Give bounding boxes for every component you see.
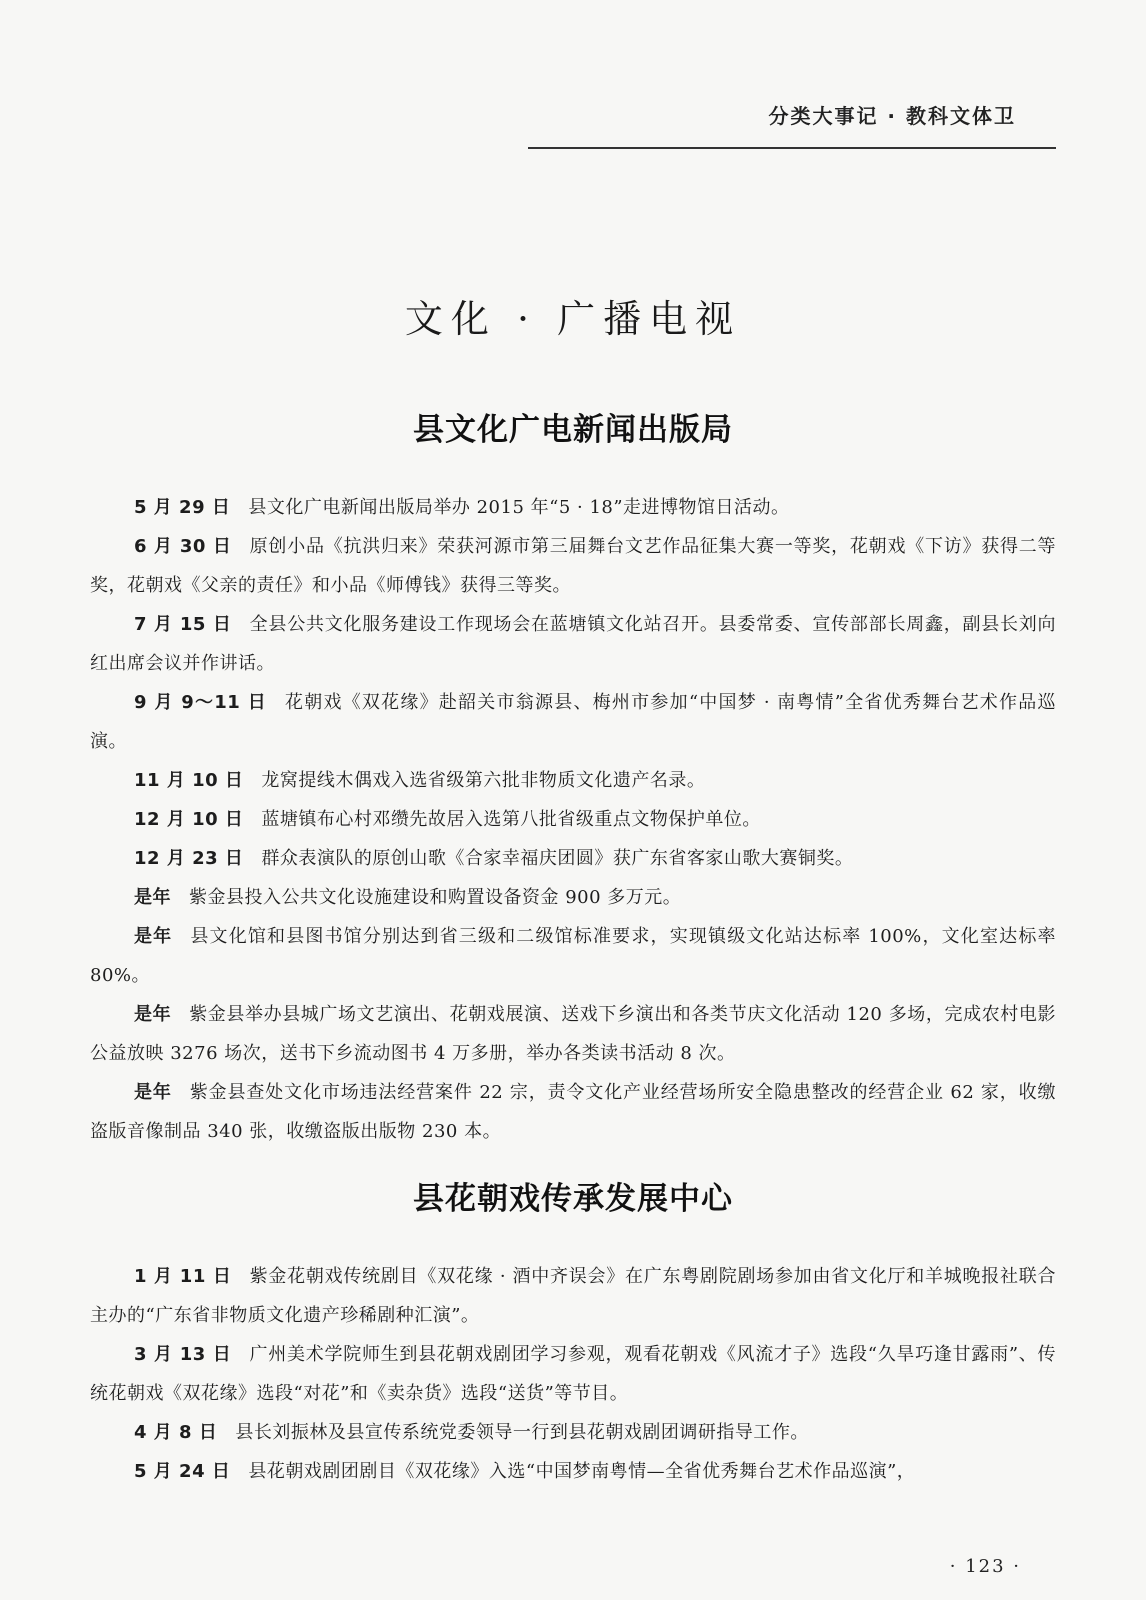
entry-text: 广州美术学院师生到县花朝戏剧团学习参观，观看花朝戏《风流才子》选段“久旱巧逢甘露雨”、传统花朝戏《双花缘》选段“对花”和《卖杂货》选段“送货”等节目。 — [90, 1344, 1056, 1404]
section-title-huachao-center: 县花朝戏传承发展中心 — [413, 1181, 733, 1217]
entry-text: 县文化广电新闻出版局举办 2015 年“5 · 18”走进博物馆日活动。 — [248, 497, 790, 518]
chronicle-entry — [90, 839, 1056, 878]
entry-text: 花朝戏《双花缘》赴韶关市翁源县、梅州市参加“中国梦 · 南粤情”全省优秀舞台艺术作品巡演。 — [90, 692, 1056, 752]
entry-date: 是年 — [134, 926, 173, 947]
entry-text: 紫金花朝戏传统剧目《双花缘 · 酒中齐误会》在广东粤剧院剧场参加由省文化厅和羊城晚报社联合主办的“广东省非物质文化遗产珍稀剧种汇演”。 — [90, 1266, 1056, 1326]
entry-text: 紫金县查处文化市场违法经营案件 22 宗，责令文化产业经营场所安全隐患整改的经营企业 62 家，收缴盗版音像制品 340 张，收缴盗版出版物 230 本。 — [90, 1082, 1057, 1142]
entry-date: 11 月 10 日 — [134, 770, 244, 791]
entry-date: 4 月 8 日 — [134, 1422, 218, 1443]
section-entries-huachao-center — [90, 1257, 1056, 1491]
entry-date: 9 月 9～11 日 — [134, 692, 268, 713]
chronicle-entry — [90, 800, 1056, 839]
page-number: · 123 · — [949, 1556, 1021, 1577]
running-head: 分类大事记 · 教科文体卫 — [768, 104, 1016, 128]
entry-text: 原创小品《抗洪归来》荣获河源市第三届舞台文艺作品征集大赛一等奖，花朝戏《下访》获得二等奖，花朝戏《父亲的责任》和小品《师傅钱》获得三等奖。 — [90, 536, 1057, 596]
entry-text: 全县公共文化服务建设工作现场会在蓝塘镇文化站召开。县委常委、宣传部部长周鑫，副县长刘向红出席会议并作讲话。 — [90, 614, 1057, 674]
chronicle-entry — [90, 761, 1056, 800]
entry-text: 县文化馆和县图书馆分别达到省三级和二级馆标准要求，实现镇级文化站达标率 100%，文化室达标率 80%。 — [90, 926, 1057, 986]
entry-date: 12 月 10 日 — [134, 809, 244, 830]
entry-date: 7 月 15 日 — [134, 614, 232, 635]
section-title-culture-bureau: 县文化广电新闻出版局 — [413, 412, 733, 448]
entry-date: 3 月 13 日 — [134, 1344, 232, 1365]
entry-text: 龙窝提线木偶戏入选省级第六批非物质文化遗产名录。 — [261, 770, 706, 791]
chronicle-entry — [90, 683, 1056, 761]
entry-date: 6 月 30 日 — [134, 536, 232, 557]
entry-date: 12 月 23 日 — [134, 848, 244, 869]
chronicle-entry — [90, 605, 1056, 683]
chronicle-entry — [90, 1257, 1056, 1335]
entry-text: 群众表演队的原创山歌《合家幸福庆团圆》获广东省客家山歌大赛铜奖。 — [261, 848, 854, 869]
entry-text: 蓝塘镇布心村邓缵先故居入选第八批省级重点文物保护单位。 — [261, 809, 761, 830]
entry-date: 1 月 11 日 — [134, 1266, 232, 1287]
chronicle-entry — [90, 488, 1056, 527]
main-title: 文化 · 广播电视 — [404, 297, 742, 341]
section-entries-culture-bureau — [90, 488, 1056, 1151]
entry-date: 是年 — [134, 1082, 172, 1103]
entry-text: 县花朝戏剧团剧目《双花缘》入选“中国梦南粤情—全省优秀舞台艺术作品巡演”， — [248, 1461, 916, 1482]
chronicle-entry — [90, 1413, 1056, 1452]
chronicle-entry — [90, 917, 1056, 995]
entry-text: 县长刘振林及县宣传系统党委领导一行到县花朝戏剧团调研指导工作。 — [235, 1422, 809, 1443]
chronicle-entry — [90, 878, 1056, 917]
entry-date: 5 月 29 日 — [134, 497, 231, 518]
entry-text: 紫金县投入公共文化设施建设和购置设备资金 900 多万元。 — [189, 887, 682, 908]
entry-date: 5 月 24 日 — [134, 1461, 231, 1482]
chronicle-entry — [90, 995, 1056, 1073]
chronicle-entry — [90, 1452, 1056, 1491]
entry-date: 是年 — [134, 1004, 172, 1025]
chronicle-entry — [90, 527, 1056, 605]
entry-text: 紫金县举办县城广场文艺演出、花朝戏展演、送戏下乡演出和各类节庆文化活动 120 多场，完成农村电影公益放映 3276 场次，送书下乡流动图书 4 万多册，举办各类读书活动 8 次。 — [90, 1004, 1057, 1064]
chronicle-entry — [90, 1073, 1056, 1151]
chronicle-entry — [90, 1335, 1056, 1413]
header-rule — [528, 147, 1056, 149]
entry-date: 是年 — [134, 887, 171, 908]
